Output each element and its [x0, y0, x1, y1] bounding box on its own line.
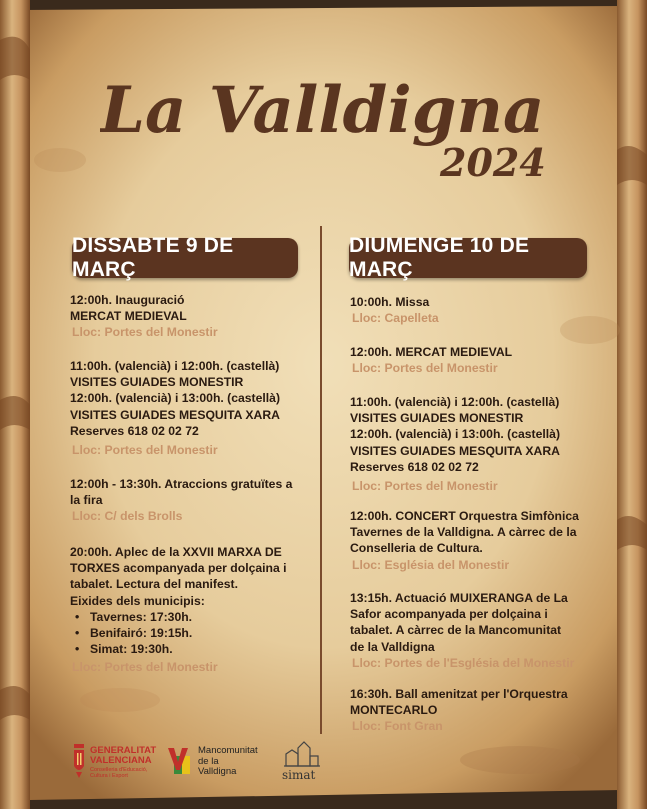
- monastery-icon: [282, 740, 322, 768]
- generalitat-name: [90, 746, 156, 766]
- event-place: Lloc: C/ dels Brolls: [72, 509, 183, 524]
- event-item: [70, 358, 310, 458]
- event-place: Lloc: Font Gran: [352, 719, 443, 734]
- event-place: Lloc: Portes del Monestir: [72, 443, 218, 458]
- event-item: [350, 394, 600, 494]
- event-place: Lloc: Portes del Monestir: [72, 660, 218, 675]
- event-item: [350, 344, 600, 376]
- event-place: Lloc: Portes del Monestir: [352, 361, 498, 376]
- event-line: Safor acompanyada per dolçaina i: [350, 607, 548, 622]
- generalitat-emblem-icon: [72, 744, 86, 780]
- mancomunitat-name: [198, 746, 258, 778]
- generalitat-department: [90, 767, 147, 779]
- event-line: VISITES GUIADES MONESTIR: [70, 375, 244, 390]
- event-line: tabalet. Lectura del manifest.: [70, 577, 238, 592]
- title-text: La Valldigna: [100, 73, 545, 148]
- event-line: 12:00h. Inauguració: [70, 293, 185, 307]
- event-item: [350, 294, 600, 326]
- mancomunitat-emblem-icon: [168, 746, 194, 776]
- generalitat-line: GENERALITAT: [90, 745, 157, 756]
- generalitat-valenciana-logo: [72, 742, 172, 792]
- event-item: [70, 544, 310, 676]
- event-line: 13:15h. Actuació MUIXERANGA de La: [350, 591, 568, 605]
- year-text: 2024: [440, 140, 546, 180]
- event-line: 12:00h. MERCAT MEDIEVAL: [350, 345, 513, 359]
- event-line: 12:00h. (valencià) i 13:00h. (castellà): [350, 427, 560, 442]
- event-line: 16:30h. Ball amenitzat per l'Orquestra: [350, 687, 568, 701]
- event-line: 12:00h. (valencià) i 13:00h. (castellà): [70, 391, 280, 406]
- departure-item: • Tavernes: 17:30h.: [70, 609, 310, 625]
- event-line: 12:00h - 13:30h. Atraccions gratuïtes a: [70, 477, 293, 491]
- event-line: VISITES GUIADES MONESTIR: [350, 411, 524, 426]
- simat-logo: [280, 740, 324, 796]
- column-divider: [320, 226, 322, 734]
- event-line: 20:00h. Aplec de la XXVII MARXA DE: [70, 545, 282, 559]
- event-line: Conselleria de Cultura.: [350, 541, 483, 556]
- event-item: [350, 508, 600, 573]
- event-line: de la Valldigna: [350, 639, 435, 654]
- event-item: [70, 476, 310, 525]
- event-line: Tavernes de la Valldigna. A càrrec de la: [350, 525, 577, 540]
- event-line: VISITES GUIADES MESQUITA XARA: [70, 407, 280, 422]
- event-place: Lloc: Portes del Monestir: [72, 325, 218, 340]
- generalitat-line: VALENCIANA: [90, 755, 152, 766]
- event-place: Lloc: Portes de l'Església del Monestir: [352, 655, 575, 670]
- event-line: TORXES acompanyada per dolçaina i: [70, 561, 287, 576]
- mancomunitat-logo: [168, 746, 278, 786]
- event-line: Eixides dels municipis:: [70, 593, 205, 608]
- event-item: [70, 292, 310, 341]
- event-line: la fira: [70, 493, 103, 508]
- department-line: Conselleria d'Educació,: [90, 767, 148, 773]
- event-line: 11:00h. (valencià) i 12:00h. (castellà): [70, 359, 280, 373]
- event-line: VISITES GUIADES MESQUITA XARA: [350, 443, 560, 458]
- event-item: [350, 686, 600, 735]
- departure-item: • Benifairó: 19:15h.: [70, 625, 310, 641]
- mancomunitat-line: Mancomunitat: [198, 745, 258, 756]
- event-line: 10:00h. Missa: [350, 295, 430, 309]
- event-line: Reserves 618 02 02 72: [70, 423, 199, 438]
- sponsor-logos: [0, 740, 647, 800]
- event-line: 11:00h. (valencià) i 12:00h. (castellà): [350, 395, 560, 409]
- event-place: Lloc: Capelleta: [352, 311, 439, 326]
- event-line: tabalet. A càrrec de la Mancomunitat: [350, 623, 562, 638]
- mancomunitat-line: Valldigna: [198, 766, 237, 777]
- event-place: Lloc: Església del Monestir: [352, 557, 510, 572]
- event-line: 12:00h. CONCERT Orquestra Simfònica: [350, 509, 579, 523]
- event-line: MONTECARLO: [350, 703, 438, 718]
- departure-list: [70, 609, 310, 658]
- department-line: Cultura i Esport: [90, 773, 128, 779]
- poster-title: [100, 70, 570, 180]
- departure-item: • Simat: 19:30h.: [70, 641, 310, 657]
- saturday-heading: DISSABTE 9 DE MARÇ: [72, 238, 298, 278]
- event-place: Lloc: Portes del Monestir: [352, 479, 498, 494]
- event-line: Reserves 618 02 02 72: [350, 459, 479, 474]
- event-item: [350, 590, 600, 671]
- mancomunitat-line: de la: [198, 755, 219, 767]
- simat-name: simat: [282, 768, 316, 782]
- sunday-heading: DIUMENGE 10 DE MARÇ: [349, 238, 587, 278]
- event-line: MERCAT MEDIEVAL: [70, 309, 187, 324]
